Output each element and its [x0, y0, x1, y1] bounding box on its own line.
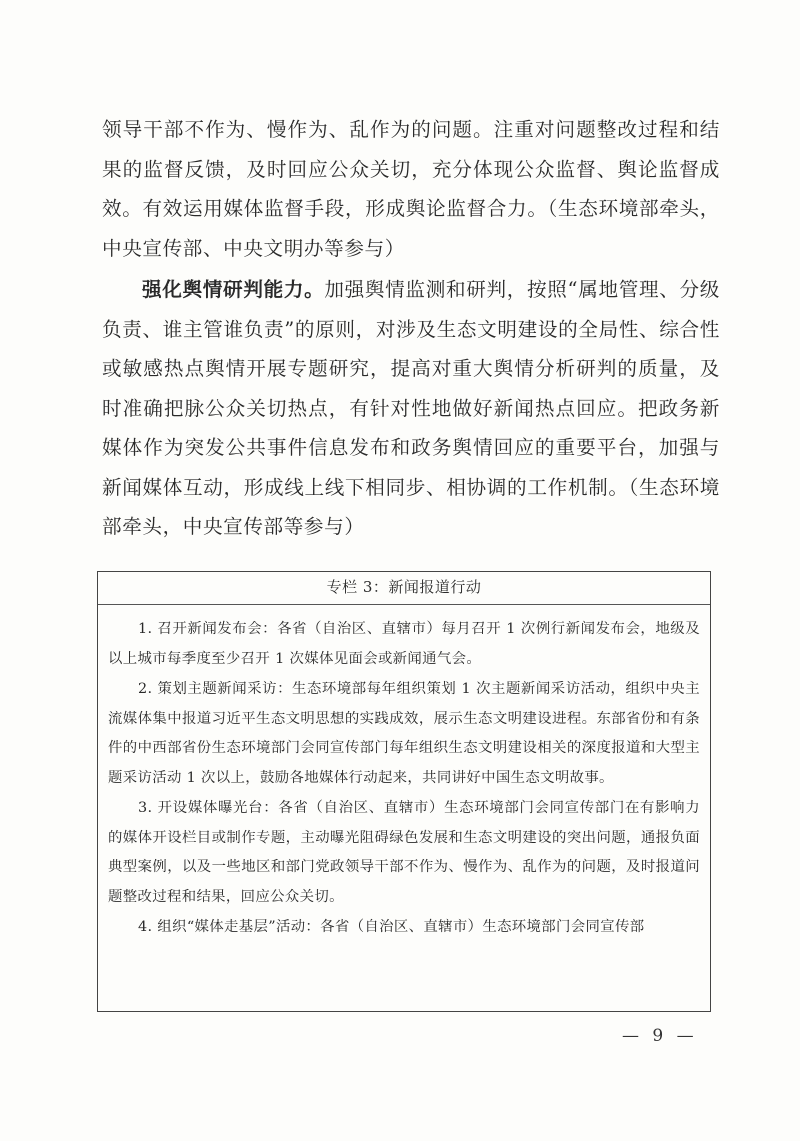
list-item: 3. 开设媒体曝光台：各省（自治区、直辖市）生态环境部门会同宣传部门在有影响力的媒体开设栏目或制作专题，主动曝光阻碍绿色发展和生态文明建设的突出问题，通报负面典型案例，以及一些地区和部门党政领导干部不作为、慢作为、乱作为的问题，及时报道问题整改过程和结果，回应公众关切。 [108, 800, 700, 905]
paragraph-heading: 强化舆情研判能力。 [142, 278, 325, 301]
column-box-body [98, 605, 710, 943]
list-item: 4. 组织“媒体走基层”活动：各省（自治区、直辖市）生态环境部门会同宣传部 [138, 919, 645, 935]
paragraph-body: 加强舆情监测和研判，按照“属地管理、分级负责、谁主管谁负责”的原则，对涉及生态文明建设的全局性、综合性或敏感热点舆情开展专题研究，提高对重大舆情分析研判的质量，及时准确把脉公众关切热点，有针对性地做好新闻热点回应。把政务新媒体作为突发公共事件信息发布和政务舆情回应的重要平台，加强与新闻媒体互动，形成线上线下相同步、相协调的工作机制。（生态环境部牵头，中央宣传部等参与） [102, 278, 720, 538]
list-item: 1. 召开新闻发布会：各省（自治区、直辖市）每月召开 1 次例行新闻发布会，地级及以上城市每季度至少召开 1 次媒体见面会或新闻通气会。 [108, 621, 700, 667]
list-item: 2. 策划主题新闻采访：生态环境部每年组织策划 1 次主题新闻采访活动，组织中央主流媒体集中报道习近平生态文明思想的实践成效，展示生态文明建设进程。东部省份和有条件的中西部省份生态环境部门会同宣传部门每年组织生态文明建设相关的深度报道和大型主题采访活动 1 次以上，鼓励各地媒体行动起来，共同讲好中国生态文明故事。 [108, 681, 700, 786]
column-box [97, 571, 711, 1012]
paragraph-supervision: 领导干部不作为、慢作为、乱作为的问题。注重对问题整改过程和结果的监督反馈，及时回应公众关切，充分体现公众监督、舆论监督成效。有效运用媒体监督手段，形成舆论监督合力。（生态环境部牵头，中央宣传部、中央文明办等参与） [102, 118, 720, 260]
page-number: — 9 — [622, 1026, 698, 1046]
paragraph-public-opinion [102, 270, 720, 547]
column-box-title: 专栏 3：新闻报道行动 [98, 572, 710, 605]
